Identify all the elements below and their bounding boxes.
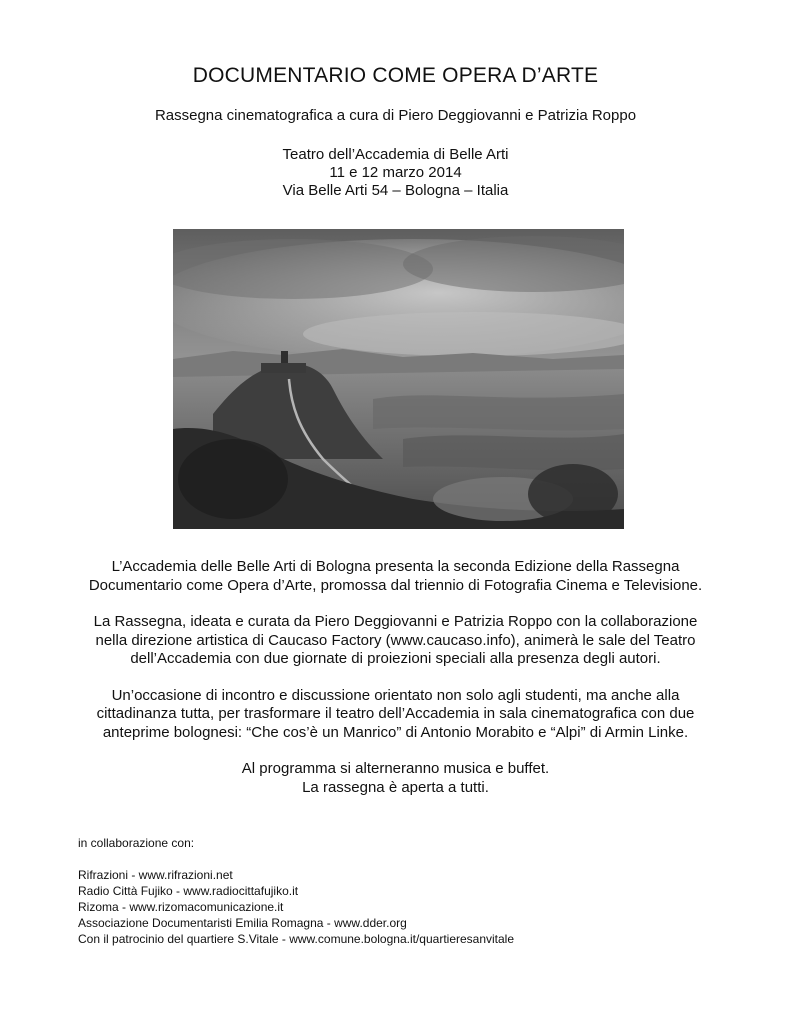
paragraph-line: dell’Accademia con due giornate di proiezioni speciali alla presenza degli autori.	[130, 650, 661, 667]
paragraph-curators	[40, 613, 751, 669]
paragraph-intro	[40, 558, 751, 595]
paragraph-line: Al programma si alterneranno musica e buffet.	[241, 760, 550, 777]
hilltop-town-photo-graphic	[173, 229, 624, 529]
credit-item: Con il patrocinio del quartiere S.Vitale - www.comune.bologna.it/quartieresanvitale	[78, 932, 515, 946]
paragraph-line: anteprime bolognesi: “Che cos’è un Manrico” di Antonio Morabito e “Alpi” di Armin Linke.	[102, 723, 689, 741]
document-subtitle: Rassegna cinematografica a cura di Piero Deggiovanni e Patrizia Roppo	[154, 107, 637, 124]
credits-block	[78, 835, 728, 947]
paragraph-line: La rassegna è aperta a tutti.	[302, 778, 489, 796]
paragraph-line: La Rassegna, ideata e curata da Piero Deggiovanni e Patrizia Roppo con la collaborazione	[93, 613, 698, 630]
venue-block	[0, 146, 791, 200]
credit-item: Associazione Documentaristi Emilia Romagna - www.dder.org	[78, 916, 407, 930]
credit-item: Rizoma - www.rizomacomunicazione.it	[78, 900, 284, 914]
body-text	[40, 558, 751, 815]
document-title: DOCUMENTARIO COME OPERA D’ARTE	[192, 64, 599, 87]
venue-name: Teatro dell’Accademia di Belle Arti	[282, 146, 509, 163]
credits-intro: in collaborazione con:	[78, 836, 195, 850]
paragraph-line: cittadinanza tutta, per trasformare il teatro dell’Accademia in sala cinematografica con due	[96, 705, 695, 722]
landscape-photo	[173, 229, 624, 529]
credit-item: Rifrazioni - www.rifrazioni.net	[78, 868, 233, 882]
paragraph-line: Documentario come Opera d’Arte, promossa dal triennio di Fotografia Cinema e Televisione.	[88, 576, 703, 594]
paragraph-line: Un’occasione di incontro e discussione orientato non solo agli studenti, ma anche alla	[111, 686, 680, 704]
paragraph-line: nella direzione artistica di Caucaso Factory (www.caucaso.info), animerà le sale del Teatro	[95, 631, 696, 649]
event-dates: 11 e 12 marzo 2014	[329, 164, 462, 181]
paragraph-occasion	[40, 687, 751, 743]
paragraph-line: L’Accademia delle Belle Arti di Bologna presenta la seconda Edizione della Rassegna	[111, 558, 680, 575]
venue-address: Via Belle Arti 54 – Bologna – Italia	[282, 182, 509, 199]
credit-item: Radio Città Fujiko - www.radiocittafujiko.it	[78, 884, 299, 898]
paragraph-program	[40, 760, 751, 797]
